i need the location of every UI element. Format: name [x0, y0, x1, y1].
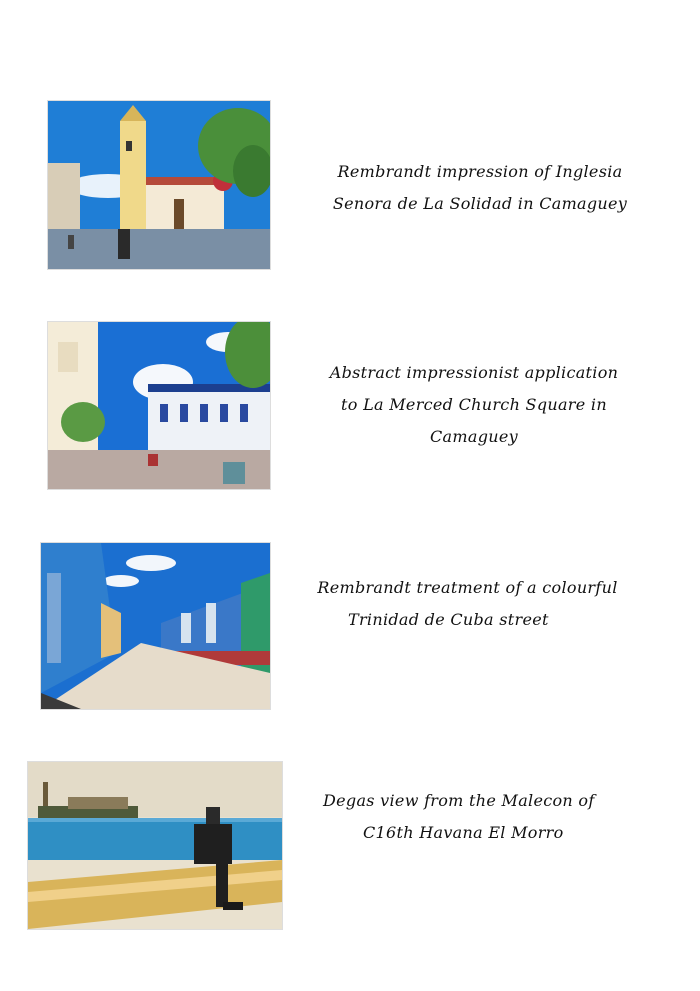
caption-line: Camaguey	[430, 427, 518, 446]
caption-line: Abstract impressionist application	[329, 363, 619, 382]
caption-line: C16th Havana El Morro	[363, 823, 564, 842]
trinidad-street-image	[40, 542, 271, 710]
malecon-el-morro-image	[27, 761, 283, 930]
caption-line: to La Merced Church Square in	[341, 395, 607, 414]
caption-line: Rembrandt treatment of a colourful	[317, 578, 618, 597]
caption-line: Senora de La Solidad in Camaguey	[332, 194, 628, 213]
caption-line: Trinidad de Cuba street	[348, 610, 549, 629]
la-merced-square-image	[47, 321, 271, 490]
church-solidad-image	[47, 100, 271, 270]
caption-line: Rembrandt impression of Inglesia	[337, 162, 623, 181]
caption-line: Degas view from the Malecon of	[323, 791, 595, 810]
caption-3	[300, 572, 635, 636]
caption-1	[300, 156, 660, 220]
caption-2	[300, 357, 648, 453]
caption-4	[305, 785, 625, 849]
